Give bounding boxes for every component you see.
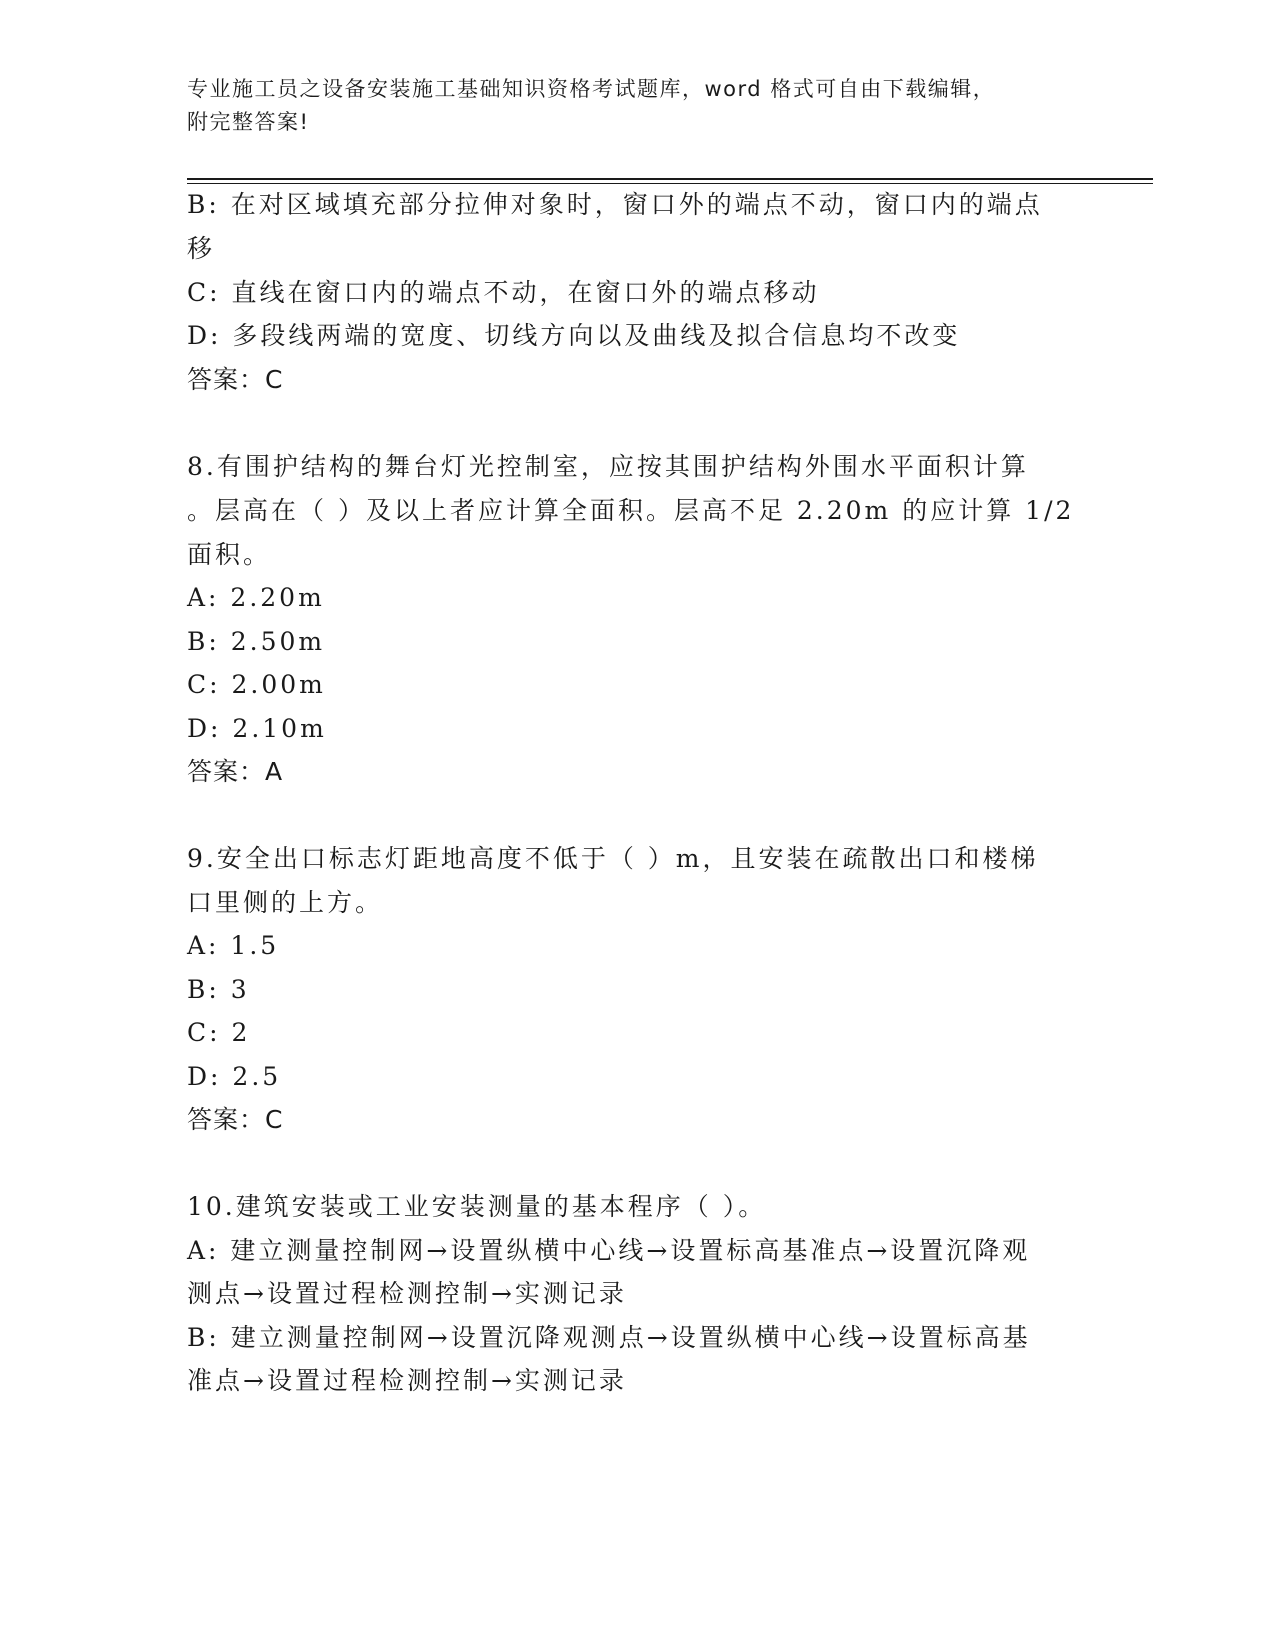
q10-option-b-line-1: B: 建立测量控制网→设置沉降观测点→设置纵横中心线→设置标高基 — [187, 1323, 1031, 1352]
q9-option-a: A: 1.5 — [187, 931, 280, 960]
q7-option-b-line-1: B: 在对区域填充部分拉伸对象时，窗口外的端点不动，窗口内的端点 — [187, 190, 1043, 219]
q8-option-c: C: 2.00m — [187, 670, 326, 699]
q10-option-b-line-2: 准点→设置过程检测控制→实测记录 — [187, 1366, 627, 1395]
q8-option-b: B: 2.50m — [187, 627, 326, 656]
q7-option-b-line-2: 移 — [187, 234, 216, 263]
q8-answer: 答案：A — [187, 757, 284, 786]
q8-stem-line-2: 。层高在（ ）及以上者应计算全面积。层高不足 2.20m 的应计算 1/2 — [187, 496, 1075, 525]
document-header — [187, 73, 1067, 139]
q8-option-d: D: 2.10m — [187, 714, 327, 743]
q8-option-a: A: 2.20m — [187, 583, 325, 612]
q8-stem-line-3: 面积。 — [187, 540, 272, 569]
q8-stem-line-1: 8.有围护结构的舞台灯光控制室，应按其围护结构外围水平面积计算 — [187, 452, 1029, 481]
q10-option-a-line-1: A: 建立测量控制网→设置纵横中心线→设置标高基准点→设置沉降观 — [187, 1236, 1031, 1265]
header-divider-thick — [187, 178, 1153, 180]
q7-option-d: D: 多段线两端的宽度、切线方向以及曲线及拟合信息均不改变 — [187, 321, 961, 350]
q7-option-c: C: 直线在窗口内的端点不动，在窗口外的端点移动 — [187, 278, 820, 307]
header-line-1: 专业施工员之设备安装施工基础知识资格考试题库，word 格式可自由下载编辑， — [187, 77, 996, 101]
q10-stem-line-1: 10.建筑安装或工业安装测量的基本程序（ ）。 — [187, 1192, 767, 1221]
q7-answer: 答案：C — [187, 365, 284, 394]
q9-stem-line-2: 口里侧的上方。 — [187, 888, 384, 917]
header-line-2: 附完整答案! — [187, 110, 310, 134]
q9-answer: 答案：C — [187, 1105, 284, 1134]
q10-option-a-line-2: 测点→设置过程检测控制→实测记录 — [187, 1279, 627, 1308]
q9-option-b: B: 3 — [187, 975, 250, 1004]
q9-option-c: C: 2 — [187, 1018, 251, 1047]
header-divider-thin — [187, 183, 1153, 184]
q9-option-d: D: 2.5 — [187, 1062, 282, 1091]
q9-stem-line-1: 9.安全出口标志灯距地高度不低于（ ）m，且安装在疏散出口和楼梯 — [187, 844, 1039, 873]
